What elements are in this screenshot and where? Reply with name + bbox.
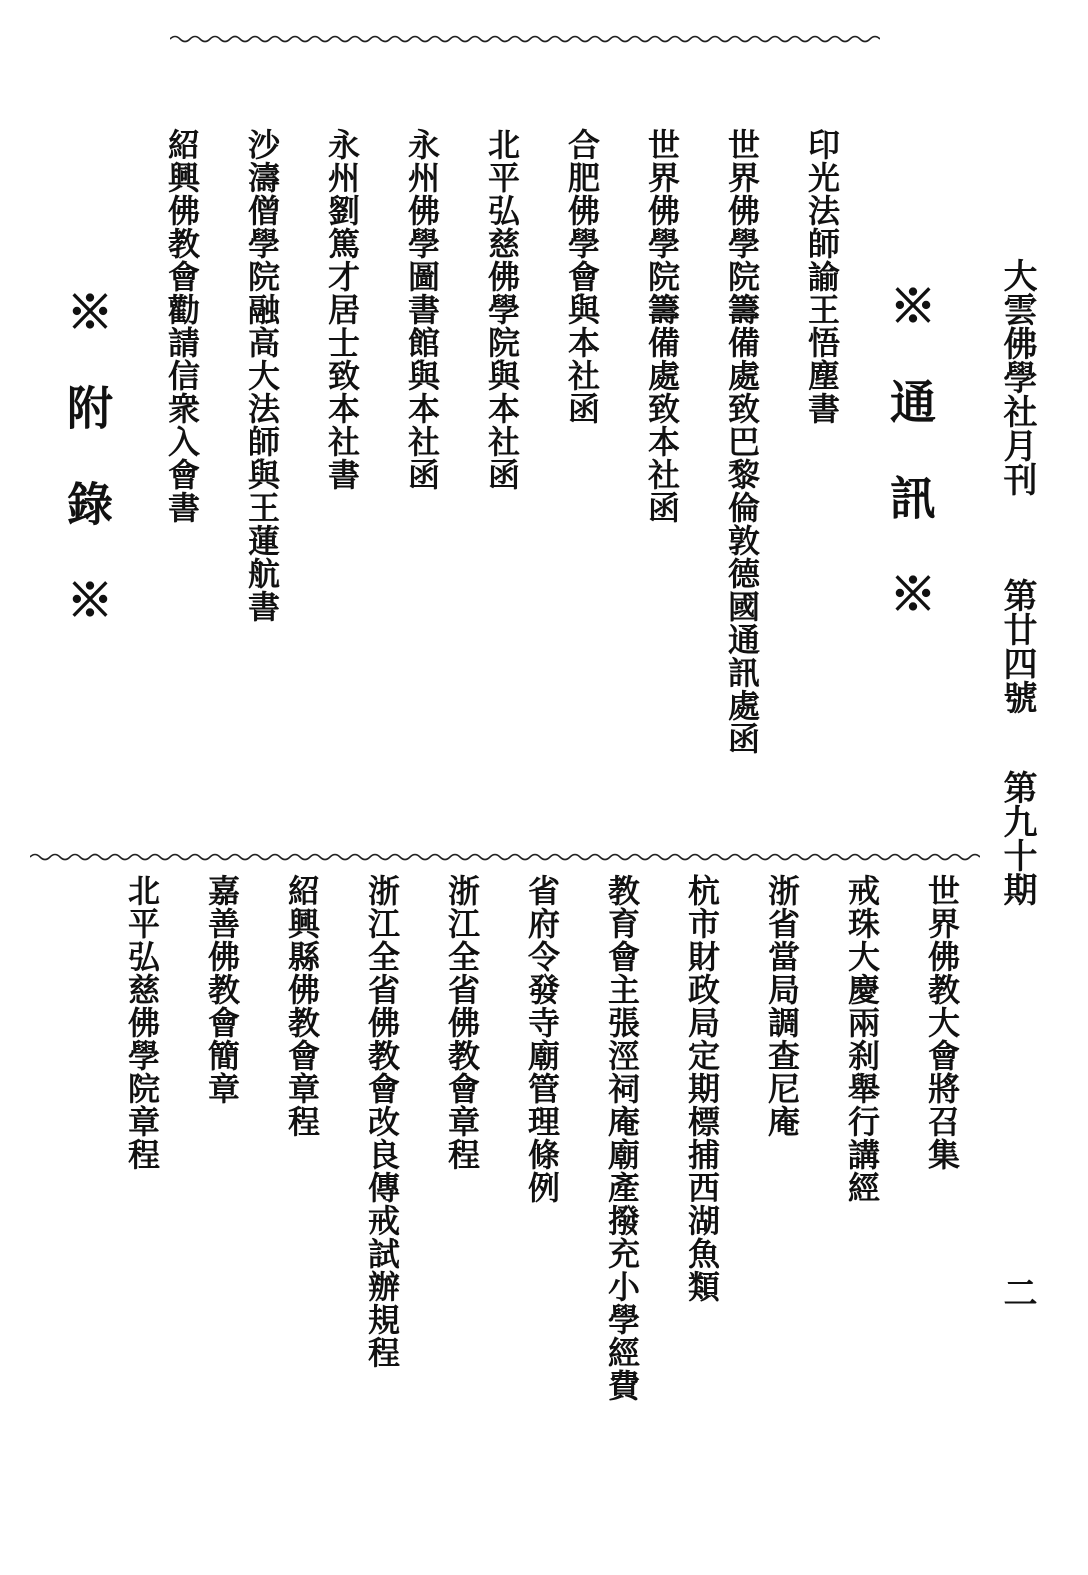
list-item: 永州劉篤才居士致本社書 (323, 128, 361, 491)
middle-wavy-rule (30, 852, 980, 862)
list-item: 杭市財政局定期標捕西湖魚類 (683, 874, 721, 1303)
list-item: 北平弘慈佛學院章程 (123, 874, 161, 1171)
period-number: 第九十期 (997, 770, 1037, 906)
list-item: 合肥佛學會與本社函 (563, 128, 601, 425)
top-wavy-rule (170, 34, 880, 44)
issue-number: 第廿四號 (997, 578, 1037, 714)
list-item: 世界佛教大會將召集 (923, 874, 961, 1171)
list-item: 浙江全省佛教會章程 (443, 874, 481, 1171)
list-item: 北平弘慈佛學院與本社函 (483, 128, 521, 491)
list-item: 戒珠大慶兩刹舉行講經 (843, 874, 881, 1204)
journal-title: 大雲佛學社月刊 (997, 258, 1037, 496)
list-item: 紹興佛教會勸請信衆入會書 (163, 128, 201, 524)
list-item: 省府令發寺廟管理條例 (523, 874, 561, 1204)
list-item: 教育會主張涇祠庵廟產撥充小學經費 (603, 874, 641, 1402)
list-item: 浙江全省佛教會改良傳戒試辦規程 (363, 874, 401, 1369)
list-item: 世界佛學院籌備處致本社函 (643, 128, 681, 524)
list-item: 印光法師諭王悟塵書 (803, 128, 841, 425)
list-item: 嘉善佛教會簡章 (203, 874, 241, 1105)
list-item: 紹興縣佛教會章程 (283, 874, 321, 1138)
section-heading-appendix: ※附錄※ (60, 288, 114, 672)
list-item: 永州佛學圖書館與本社函 (403, 128, 441, 491)
page-number: 二 (997, 1275, 1037, 1309)
list-item: 沙濤僧學院融高大法師與王蓮航書 (243, 128, 281, 623)
list-item: 浙省當局調查尼庵 (763, 874, 801, 1138)
section-heading-correspondence: ※通訊※ (883, 282, 937, 666)
list-item: 世界佛學院籌備處致巴黎倫敦德國通訊處函 (723, 128, 761, 755)
